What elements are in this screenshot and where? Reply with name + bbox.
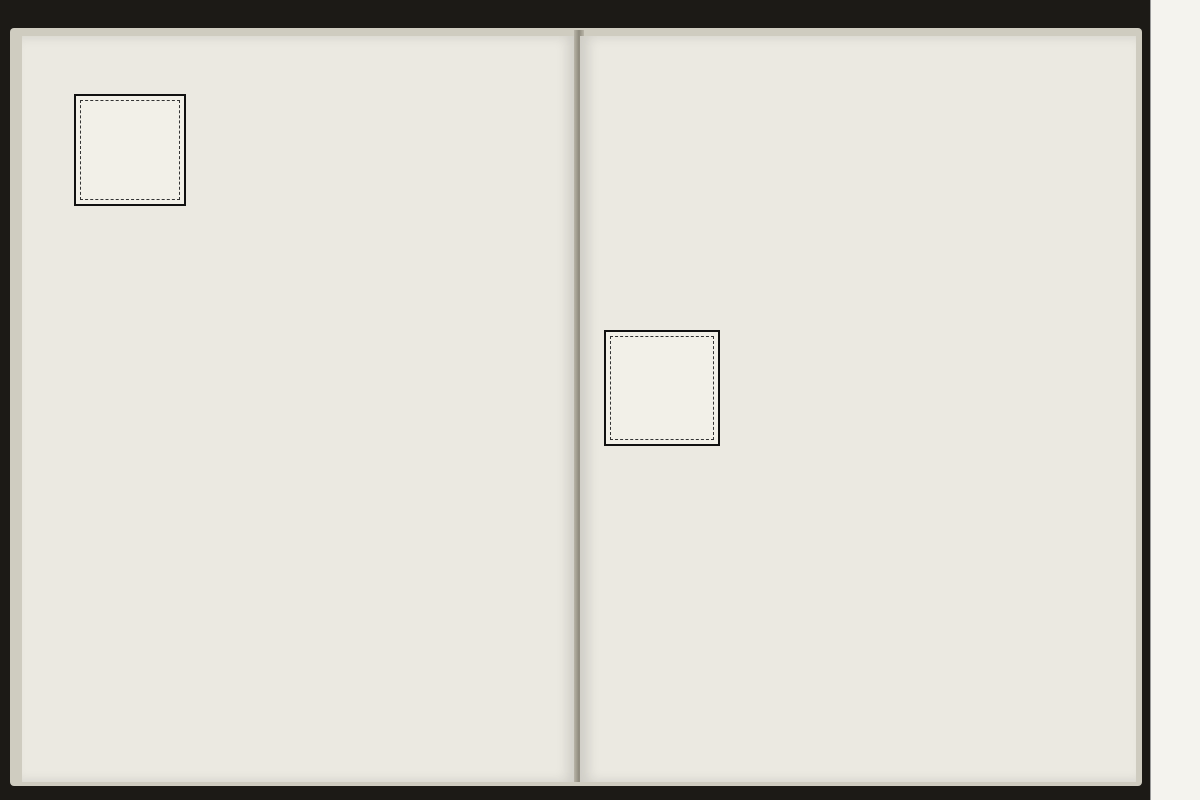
staff-line — [72, 414, 552, 450]
staff-line — [600, 80, 1086, 116]
staff-line — [600, 650, 1086, 686]
staff-line — [200, 94, 552, 130]
staff-line — [200, 174, 552, 210]
decorated-initial-o — [74, 94, 186, 206]
staff-line — [600, 164, 1086, 200]
measurement-ruler — [1150, 0, 1200, 800]
staff-line — [600, 570, 1086, 606]
staff-line — [72, 654, 552, 690]
empty-staff — [600, 244, 1086, 280]
staff-line — [72, 254, 552, 290]
staff-line — [726, 326, 1086, 362]
staff-line — [72, 334, 552, 370]
right-page — [580, 36, 1136, 782]
decorated-initial-r — [604, 330, 720, 446]
staff-line — [726, 408, 1086, 444]
left-page — [22, 36, 576, 782]
staff-line — [72, 574, 552, 610]
staff-line — [600, 488, 1086, 524]
staff-line — [72, 494, 552, 530]
